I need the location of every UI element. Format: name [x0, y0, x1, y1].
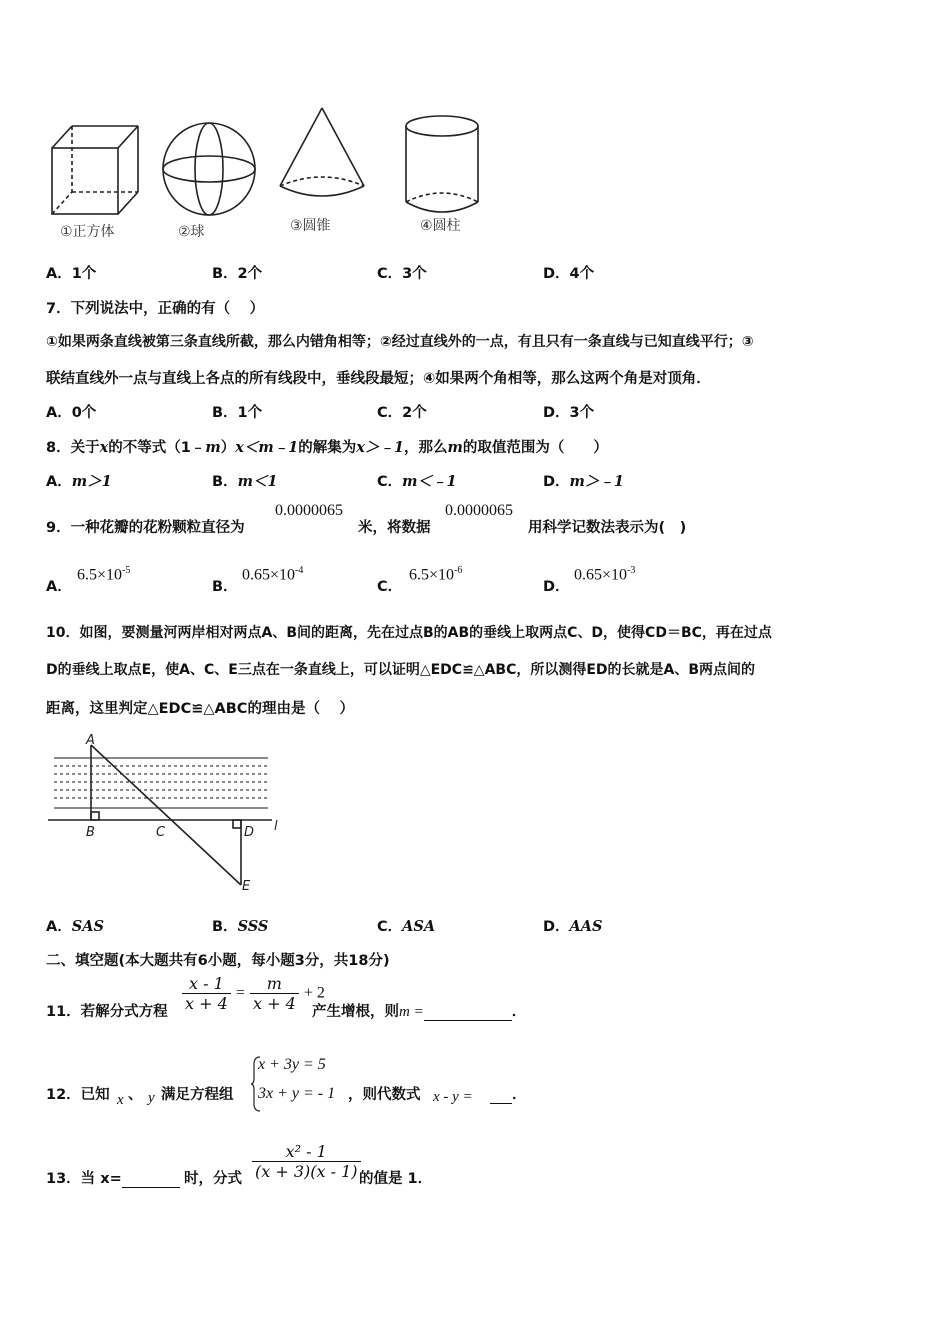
q9-stem-prefix: 9．一种花瓣的花粉颗粒直径为 [46, 520, 245, 536]
section2-title: 二、填空题(本大题共有6小题，每小题3分，共18分) [46, 953, 390, 969]
q9-option-a-label[interactable]: A． [46, 579, 72, 595]
line-l-label: l [274, 819, 278, 834]
q13-prefix: 13．当 x= [46, 1167, 180, 1188]
q12-expression: x - y = [433, 1089, 473, 1105]
q10-option-b[interactable]: B．SSS [212, 918, 269, 935]
q12-mid2: ，则代数式 [348, 1087, 421, 1103]
q9-number-1: 0.0000065 [275, 502, 343, 519]
q13-denominator: (x + 3)(x - 1) [255, 1162, 358, 1181]
q6-option-a[interactable]: A．1个 [46, 266, 97, 282]
cone-label: ③圆锥 [290, 218, 331, 234]
q10-figure [46, 730, 296, 898]
solids-illustration [46, 104, 486, 246]
q10-stem-line3: 距离，这里判定△EDC≌△ABC的理由是（ ） [46, 701, 354, 717]
q9-option-d-label[interactable]: D． [543, 579, 570, 595]
q10-stem-line2: D的垂线上取点E，使A、C、E三点在一条直线上，可以证明△EDC≌△ABC，所以测得ED的长就是A、B两点间的 [46, 662, 756, 678]
q12-mid: 满足方程组 [161, 1087, 234, 1103]
cylinder-label: ④圆柱 [420, 218, 461, 234]
q12-tail: ． [490, 1083, 527, 1104]
q7-statement-line1: ①如果两条直线被第三条直线所截，那么内错角相等；②经过直线外的一点，有且只有一条直线与已知直线平行；③ [46, 334, 754, 350]
q7-stem: 7．下列说法中，正确的有（ ） [46, 301, 265, 317]
cylinder-drawing [406, 116, 478, 212]
q9-number-2: 0.0000065 [445, 502, 513, 519]
q7-option-c[interactable]: C．2个 [377, 405, 427, 421]
q11-fraction-1: $\frac{x - 1}{x + 4}$ [182, 974, 231, 1013]
q13-answer-blank[interactable] [122, 1171, 180, 1188]
cube-label: ①正方体 [60, 224, 115, 240]
q9-option-a-value[interactable]: $6.5\times 10^{-5}$ [77, 565, 131, 584]
q10-option-c[interactable]: C．ASA [377, 918, 436, 935]
q9-stem-suffix: 用科学记数法表示为( ) [528, 520, 687, 536]
q9-option-c-label[interactable]: C． [377, 579, 403, 595]
q8-option-c[interactable]: C．m＜﹣1 [377, 473, 457, 490]
q9-option-b-label[interactable]: B． [212, 579, 238, 595]
point-b-label: B [86, 825, 95, 840]
sphere-drawing [163, 123, 255, 215]
q13-fraction [252, 1142, 361, 1181]
point-a-label: A [86, 733, 95, 748]
q8-stem: 8．关于x的不等式（1﹣m）x＜m﹣1的解集为x＞﹣1，那么m的取值范围为（ ） [46, 439, 608, 456]
point-e-label: E [242, 879, 251, 894]
q6-option-c[interactable]: C．3个 [377, 266, 427, 282]
q6-option-b[interactable]: B．2个 [212, 266, 263, 282]
q13-suffix: 的值是 1． [359, 1171, 433, 1187]
q9-stem-mid: 米，将数据 [358, 520, 431, 536]
cube-drawing [52, 126, 138, 214]
q11-fraction-2: $\frac{m}{x + 4}$ [250, 974, 299, 1013]
q10-option-a[interactable]: A．SAS [46, 918, 104, 935]
q11-equation: $\frac{x - 1}{x + 4}$ = $\frac{m}{x + 4}$ + 2 [182, 974, 325, 1013]
q11-suffix: 产生增根，则m = ． [312, 1004, 527, 1020]
q8-option-d[interactable]: D．m＞﹣1 [543, 473, 624, 490]
q12-separator: 、 [128, 1087, 143, 1103]
q12-var-x: x [117, 1092, 124, 1108]
q13-mid: 时，分式 [184, 1171, 242, 1187]
q11-answer-blank[interactable] [424, 1004, 512, 1021]
q12-prefix: 12．已知 [46, 1087, 110, 1103]
q8-option-b[interactable]: B．m＜1 [212, 473, 278, 490]
q6-figure [46, 104, 486, 246]
q7-statement-line2: 联结直线外一点与直线上各点的所有线段中，垂线段最短；④如果两个角相等，那么这两个角是对顶角． [46, 371, 711, 387]
river-triangle-diagram [46, 730, 296, 898]
point-d-label: D [244, 825, 255, 840]
q12-answer-blank[interactable] [490, 1087, 512, 1104]
q7-option-a[interactable]: A．0个 [46, 405, 97, 421]
q7-option-d[interactable]: D．3个 [543, 405, 595, 421]
q10-stem-line1: 10．如图，要测量河两岸相对两点A、B间的距离，先在过点B的AB的垂线上取两点C、D，使得CD＝BC，再在过点 [46, 625, 772, 641]
q7-option-b[interactable]: B．1个 [212, 405, 263, 421]
cone-drawing [280, 108, 364, 196]
q11-prefix: 11．若解分式方程 [46, 1004, 168, 1020]
q13-numerator: x² - 1 [252, 1142, 361, 1162]
q6-option-d[interactable]: D．4个 [543, 266, 595, 282]
q9-option-c-value[interactable]: $6.5\times 10^{-6}$ [409, 565, 463, 584]
sphere-label: ②球 [178, 224, 205, 240]
q9-option-b-value[interactable]: $0.65\times 10^{-4}$ [242, 565, 304, 584]
q12-equation-1: x + 3y = 5 [258, 1056, 326, 1073]
q10-option-d[interactable]: D．AAS [543, 918, 603, 935]
q12-var-y: y [148, 1090, 155, 1106]
q9-option-d-value[interactable]: $0.65\times 10^{-3}$ [574, 565, 636, 584]
q8-option-a[interactable]: A．m＞1 [46, 473, 112, 490]
point-c-label: C [156, 825, 166, 840]
q12-equation-2: 3x + y = - 1 [258, 1085, 336, 1102]
